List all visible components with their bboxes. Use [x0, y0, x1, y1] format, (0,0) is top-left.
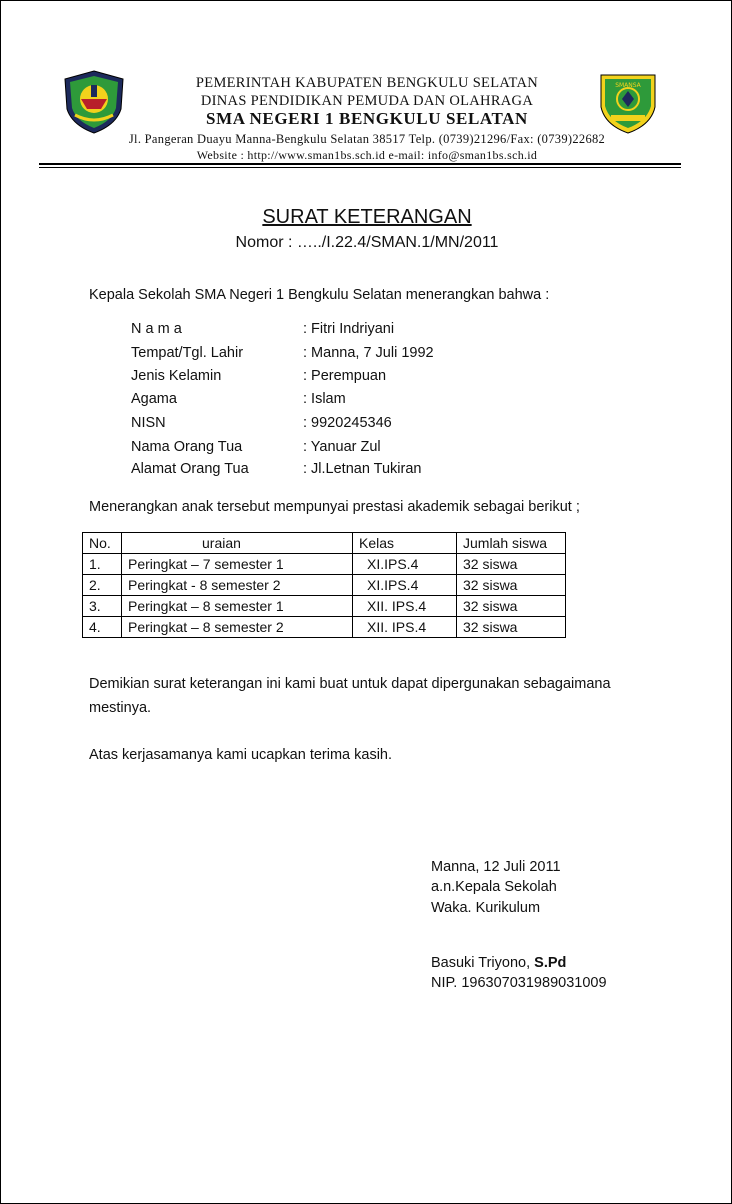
letterhead-address: Jl. Pangeran Duayu Manna-Bengkulu Selatan 38517 Telp. (0739)21296/Fax: (0739)22682 — [128, 132, 606, 146]
letterhead-website: Website : http://www.sman1bs.sch.id e-mail: info@sman1bs.sch.id — [196, 148, 538, 162]
field-label-birth: Tempat/Tgl. Lahir — [131, 345, 244, 361]
field-value-birth: : Manna, 7 Juli 1992 — [303, 345, 434, 361]
table-cell: Peringkat – 8 semester 1 — [122, 596, 353, 617]
field-label-religion: Agama — [131, 391, 177, 407]
table-header-row — [83, 533, 566, 554]
achievement-table — [82, 532, 566, 638]
document-number: Nomor : …../I.22.4/SMAN.1/MN/2011 — [235, 234, 499, 251]
school-emblem-text: SMANSA — [615, 82, 641, 89]
letterhead-department: DINAS PENDIDIKAN PEMUDA DAN OLAHRAGA — [200, 93, 534, 109]
field-value-gender: : Perempuan — [303, 368, 387, 384]
signatory-name — [431, 955, 566, 971]
field-value-nisn: : 9920245346 — [303, 415, 392, 431]
table-row — [83, 575, 566, 596]
table-header: Jumlah siswa — [457, 533, 566, 554]
table-row — [83, 617, 566, 638]
table-cell: XI.IPS.4 — [353, 575, 457, 596]
field-label-parent: Nama Orang Tua — [131, 439, 243, 455]
field-value-name: : Fitri Indriyani — [303, 321, 395, 337]
field-value-parent: : Yanuar Zul — [303, 439, 381, 455]
field-label-gender: Jenis Kelamin — [131, 368, 222, 384]
field-label-parent-address: Alamat Orang Tua — [131, 461, 249, 477]
table-cell: 3. — [83, 596, 122, 617]
letterhead-divider-thick — [39, 163, 681, 165]
signatory-name-text: Basuki Triyono, — [431, 955, 535, 971]
field-label-nisn: NISN — [131, 415, 166, 431]
table-cell: XII. IPS.4 — [353, 617, 457, 638]
signature-place-date: Manna, 12 Juli 2011 — [431, 859, 561, 875]
letterhead-government: PEMERINTAH KABUPATEN BENGKULU SELATAN — [195, 75, 539, 91]
letterhead-school-name: SMA NEGERI 1 BENGKULU SELATAN — [206, 109, 528, 128]
document-title-text: SURAT KETERANGAN — [262, 206, 472, 228]
signatory-degree: S.Pd — [534, 955, 567, 971]
letterhead-divider-thin — [39, 167, 681, 168]
closing-paragraph-line1: Demikian surat keterangan ini kami buat untuk dapat dipergunakan sebagaimana — [89, 676, 611, 692]
table-cell: 2. — [83, 575, 122, 596]
table-cell: 32 siswa — [457, 596, 566, 617]
thanks-text: Atas kerjasamanya kami ucapkan terima kasih. — [89, 747, 393, 763]
document-title — [1, 206, 732, 229]
table-header: No. — [83, 533, 122, 554]
table-cell: XII. IPS.4 — [353, 596, 457, 617]
statement-text: Menerangkan anak tersebut mempunyai prestasi akademik sebagai berikut ; — [89, 499, 580, 515]
table-header: uraian — [122, 533, 353, 554]
signatory-nip: NIP. 196307031989031009 — [431, 975, 607, 991]
table-header: Kelas — [353, 533, 457, 554]
table-cell: 4. — [83, 617, 122, 638]
signature-on-behalf: a.n.Kepala Sekolah — [431, 879, 557, 895]
table-cell: 32 siswa — [457, 575, 566, 596]
signature-position: Waka. Kurikulum — [431, 900, 541, 916]
table-cell: Peringkat - 8 semester 2 — [122, 575, 353, 596]
table-row — [83, 596, 566, 617]
field-value-parent-address: : Jl.Letnan Tukiran — [303, 461, 422, 477]
table-cell: 32 siswa — [457, 554, 566, 575]
field-value-religion: : Islam — [303, 391, 346, 407]
intro-text: Kepala Sekolah SMA Negeri 1 Bengkulu Selatan menerangkan bahwa : — [89, 287, 550, 303]
table-row — [83, 554, 566, 575]
table-cell: XI.IPS.4 — [353, 554, 457, 575]
table-cell: Peringkat – 7 semester 1 — [122, 554, 353, 575]
table-cell: 1. — [83, 554, 122, 575]
table-cell: 32 siswa — [457, 617, 566, 638]
field-label-name: N a m a — [131, 321, 182, 337]
table-cell: Peringkat – 8 semester 2 — [122, 617, 353, 638]
closing-paragraph-line2: mestinya. — [89, 700, 152, 716]
